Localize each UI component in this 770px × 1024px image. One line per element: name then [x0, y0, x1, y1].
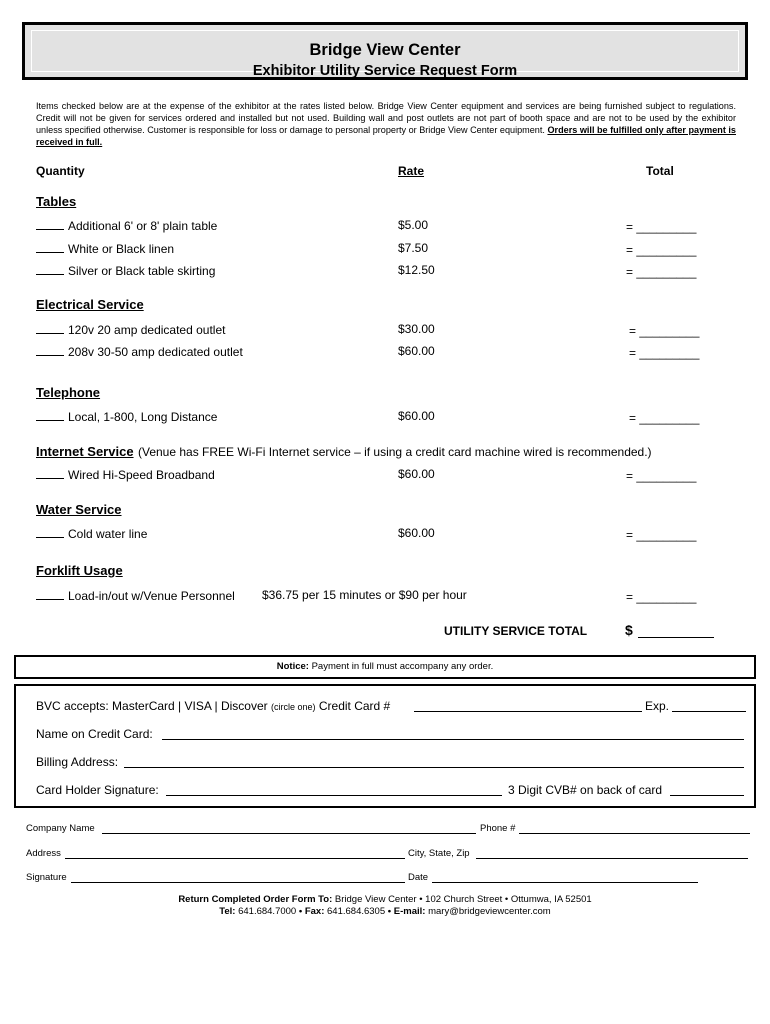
- address-field[interactable]: [65, 848, 405, 859]
- payment-box: [14, 684, 756, 808]
- billing-address-label: Billing Address:: [36, 755, 119, 769]
- notice-text: Payment in full must accompany any order.: [311, 661, 494, 672]
- card-holder-signature-label: Card Holder Signature:: [36, 783, 159, 797]
- item-total[interactable]: = _________: [626, 265, 697, 279]
- city-state-zip-field[interactable]: [476, 848, 748, 859]
- internet-heading: [36, 443, 652, 461]
- quantity-field[interactable]: [36, 218, 64, 230]
- section-tables: Tables: [36, 194, 77, 209]
- date-field[interactable]: [432, 872, 698, 883]
- item-total[interactable]: = _________: [626, 469, 697, 483]
- utility-total-field[interactable]: [638, 636, 714, 638]
- item-rate: $12.50: [398, 263, 435, 277]
- item-rate: $60.00: [398, 344, 435, 358]
- section-water: Water Service: [36, 502, 122, 517]
- column-total: Total: [646, 164, 674, 178]
- company-name-label: Company Name: [26, 823, 95, 834]
- internet-note: (Venue has FREE Wi-Fi Internet service – if using a credit card machine wired is recommended.): [138, 445, 652, 459]
- item-label: Local, 1-800, Long Distance: [68, 410, 218, 424]
- item-label: Silver or Black table skirting: [68, 264, 216, 278]
- phone-field[interactable]: [519, 823, 750, 834]
- item-label: 120v 20 amp dedicated outlet: [68, 323, 226, 337]
- item-total[interactable]: = _________: [626, 528, 697, 542]
- notice-box: [14, 655, 756, 679]
- table-row: [36, 322, 225, 337]
- table-row: [36, 241, 174, 256]
- return-address-text: Bridge View Center • 102 Church Street • Ottumwa, IA 52501: [334, 894, 592, 905]
- return-address: [0, 894, 770, 905]
- form-title: Bridge View Center: [309, 41, 461, 59]
- item-total[interactable]: = _________: [629, 411, 700, 425]
- fax-value: 641.684.6305: [327, 906, 386, 917]
- table-row: [36, 263, 215, 278]
- exp-field[interactable]: [672, 701, 746, 712]
- section-electrical: Electrical Service: [36, 297, 144, 312]
- payment-accepts-row: [36, 699, 390, 713]
- date-label: Date: [408, 872, 429, 883]
- billing-address-field[interactable]: [124, 757, 744, 768]
- quantity-field[interactable]: [36, 344, 64, 356]
- item-total[interactable]: = _________: [626, 243, 697, 257]
- quantity-field[interactable]: [36, 588, 64, 600]
- name-on-card-label: Name on Credit Card:: [36, 727, 153, 741]
- section-telephone: Telephone: [36, 385, 101, 400]
- section-internet: Internet Service: [36, 444, 134, 459]
- bullet-separator: •: [387, 906, 392, 917]
- card-holder-signature-field[interactable]: [166, 785, 502, 796]
- table-row: [36, 344, 243, 359]
- quantity-field[interactable]: [36, 467, 64, 479]
- intro-text: Items checked below are at the expense of the exhibitor at the rates listed below. Bridge View Center equipment and services are being furnished subject to regulations. Credit will not be given for services ordered and installed but not used. Building wall and post outlets are not part of booth space and are not to be used by the exhibitor unless specified otherwise. Customer is responsible for loss or damage to personal property or Bridge View Center equipment.: [36, 101, 736, 135]
- quantity-field[interactable]: [36, 263, 64, 275]
- notice-label: Notice:: [276, 661, 309, 672]
- cvb-label: 3 Digit CVB# on back of card: [508, 783, 663, 797]
- exp-label: Exp.: [645, 699, 670, 713]
- intro-bold-note: Orders will be fulfilled only after payment is received in full.: [36, 125, 736, 147]
- credit-card-label: Credit Card #: [318, 699, 391, 713]
- accepted-cards[interactable]: BVC accepts: MasterCard | VISA | Discover: [36, 699, 268, 713]
- quantity-field[interactable]: [36, 409, 64, 421]
- return-label: Return Completed Order Form To:: [178, 894, 333, 905]
- quantity-field[interactable]: [36, 241, 64, 253]
- item-total[interactable]: = _________: [626, 220, 697, 234]
- item-label: Load-in/out w/Venue Personnel: [68, 589, 235, 603]
- email-label: E-mail:: [393, 906, 426, 917]
- form-header: [22, 22, 748, 80]
- company-name-field[interactable]: [102, 823, 476, 834]
- item-total[interactable]: = _________: [629, 346, 700, 360]
- quantity-field[interactable]: [36, 526, 64, 538]
- header-inner: [31, 30, 739, 79]
- credit-card-number-field[interactable]: [414, 701, 642, 712]
- bullet-separator: •: [298, 906, 303, 917]
- table-row: [36, 409, 217, 424]
- item-rate: $5.00: [398, 218, 429, 232]
- item-label: Cold water line: [68, 527, 148, 541]
- utility-total-label: UTILITY SERVICE TOTAL: [444, 624, 588, 638]
- item-label: Wired Hi-Speed Broadband: [68, 468, 215, 482]
- item-rate: $7.50: [398, 241, 429, 255]
- item-rate: $36.75 per 15 minutes or $90 per hour: [262, 588, 467, 602]
- address-label: Address: [26, 848, 61, 859]
- form-subtitle: Exhibitor Utility Service Request Form: [252, 63, 518, 79]
- item-label: White or Black linen: [68, 242, 175, 256]
- section-forklift: Forklift Usage: [36, 563, 123, 578]
- tel-label: Tel:: [219, 906, 236, 917]
- item-label: 208v 30-50 amp dedicated outlet: [68, 345, 243, 359]
- signature-field[interactable]: [71, 872, 405, 883]
- item-rate: $60.00: [398, 467, 435, 481]
- item-rate: $60.00: [398, 526, 435, 540]
- quantity-field[interactable]: [36, 322, 64, 334]
- table-row: [36, 218, 217, 233]
- intro-paragraph: [36, 100, 736, 148]
- item-label: Additional 6' or 8' plain table: [68, 219, 218, 233]
- item-rate: $30.00: [398, 322, 435, 336]
- column-quantity: Quantity: [36, 164, 85, 178]
- item-rate: $60.00: [398, 409, 435, 423]
- table-row: [36, 526, 147, 541]
- table-row: [36, 467, 215, 482]
- email-value[interactable]: mary@bridgeviewcenter.com: [428, 906, 551, 917]
- tel-value: 641.684.7000: [238, 906, 297, 917]
- table-row: [36, 588, 235, 603]
- item-total[interactable]: = _________: [626, 590, 697, 604]
- item-total[interactable]: = _________: [629, 324, 700, 338]
- city-state-zip-label: City, State, Zip: [408, 848, 470, 859]
- signature-label: Signature: [26, 872, 67, 883]
- name-on-card-field[interactable]: [162, 729, 744, 740]
- contact-info: [0, 906, 770, 917]
- circle-one-note: (circle one): [271, 702, 316, 712]
- fax-label: Fax:: [304, 906, 325, 917]
- utility-total-dollar: $: [625, 622, 633, 638]
- cvb-field[interactable]: [670, 785, 744, 796]
- column-rate: Rate: [398, 164, 425, 178]
- phone-label: Phone #: [480, 823, 516, 834]
